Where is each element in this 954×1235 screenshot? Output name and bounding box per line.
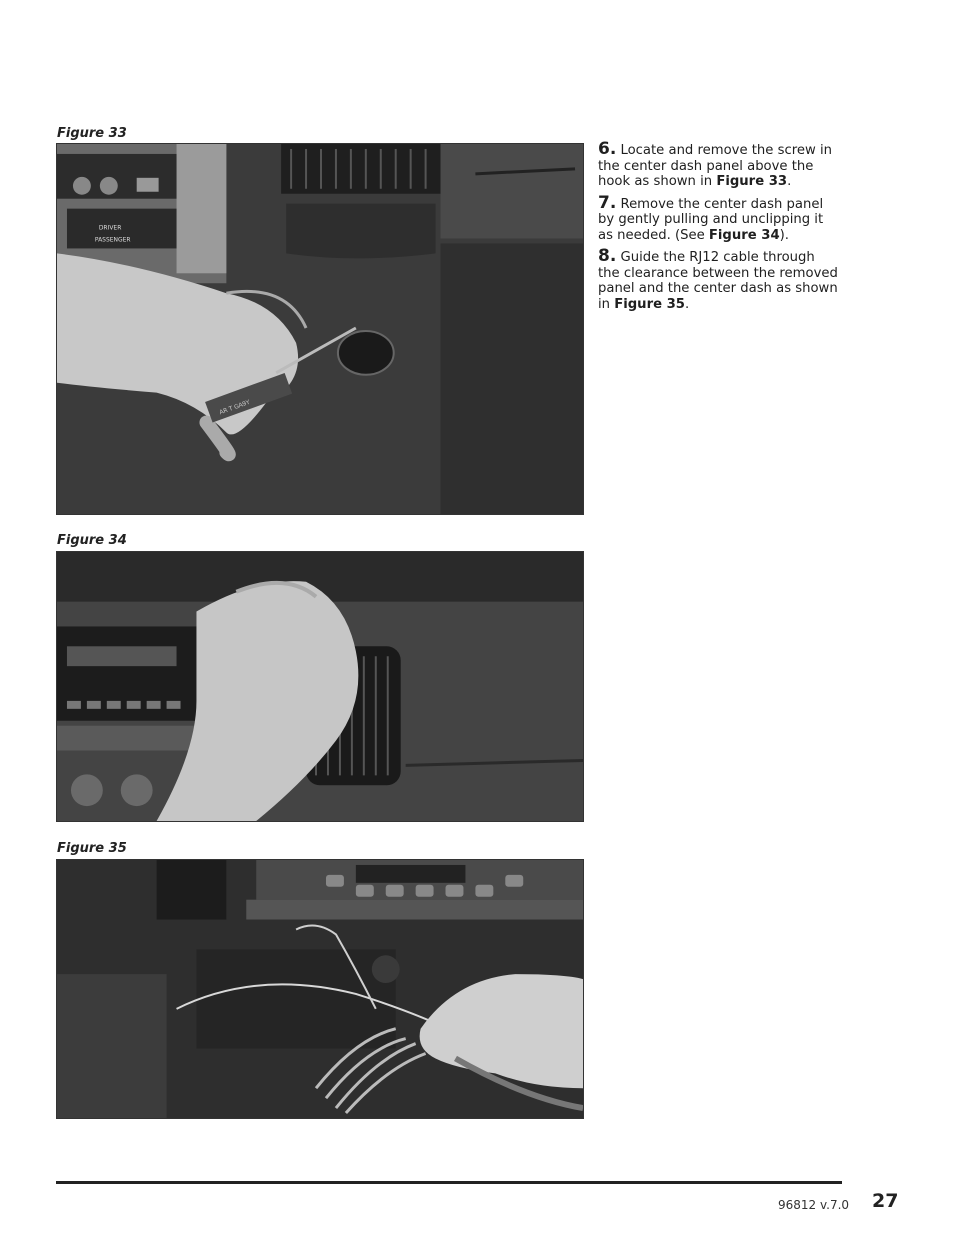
step-number: 6. bbox=[598, 139, 617, 159]
figure-34-caption: Figure 34 bbox=[57, 533, 127, 548]
step-6 bbox=[598, 139, 838, 190]
figure-reference: Figure 35 bbox=[614, 296, 685, 312]
step-text-end: ). bbox=[779, 227, 789, 243]
figure-reference: Figure 33 bbox=[716, 174, 788, 189]
figure-34-photo bbox=[56, 551, 584, 822]
page-number: 27 bbox=[872, 1190, 899, 1212]
step-number: 8. bbox=[598, 246, 617, 266]
step-text-end: . bbox=[684, 296, 690, 312]
step-text: Remove the center dash panel by gently pulling and unclipping it as needed. (See bbox=[598, 196, 824, 243]
document-version: 96812 v.7.0 bbox=[778, 1198, 850, 1212]
passenger-label: PASSENGER bbox=[94, 236, 131, 244]
step-8 bbox=[598, 246, 838, 312]
figure-35-image bbox=[57, 860, 583, 1118]
figure-34-image bbox=[57, 552, 583, 821]
figure-35-caption: Figure 35 bbox=[57, 841, 127, 856]
step-text: Locate and remove the screw in the center dash panel above the hook as shown in bbox=[598, 143, 832, 189]
footer-rule bbox=[56, 1181, 842, 1184]
instruction-steps bbox=[598, 139, 838, 318]
step-text: Guide the RJ12 cable through the clearance between the removed panel and the center dash as shown in bbox=[598, 250, 838, 312]
step-7 bbox=[598, 192, 838, 244]
step-number: 7. bbox=[598, 192, 617, 213]
figure-33-image bbox=[57, 144, 583, 514]
figure-33-caption: Figure 33 bbox=[57, 126, 127, 141]
figure-35-photo bbox=[56, 859, 584, 1119]
screwdriver-label: AR T GA9Y bbox=[218, 398, 251, 417]
step-text-end: . bbox=[787, 174, 792, 189]
driver-label: DRIVER bbox=[98, 224, 122, 232]
figure-33-photo bbox=[56, 143, 584, 515]
figure-reference: Figure 34 bbox=[708, 227, 780, 243]
